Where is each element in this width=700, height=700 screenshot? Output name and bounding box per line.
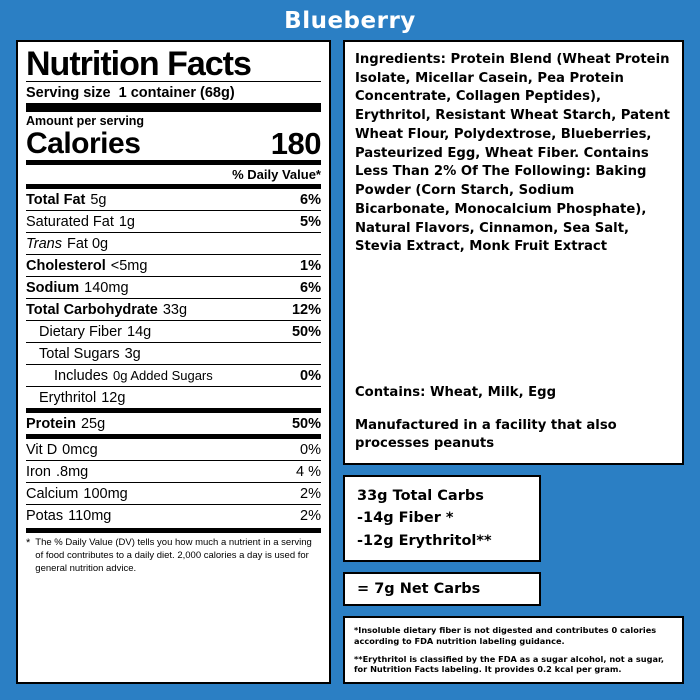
calories-row [26,128,321,160]
nutrient-amount: Fat 0g [67,235,109,252]
nutrient-label: Dietary Fiber [39,323,122,340]
nutrient-label: Protein [26,415,76,432]
contains-allergens: Contains: Wheat, Milk, Egg [355,384,557,400]
nutrient-amount: 25g [80,415,106,432]
nutrition-facts-panel [16,40,331,684]
nutrient-dv: 5% [300,213,321,230]
nutrient-amount: 3g [124,345,141,362]
nutrient-dv: 2% [300,485,321,502]
page-title: Blueberry [284,8,416,34]
table-row [26,482,321,504]
nutrient-label: Saturated Fat [26,213,114,230]
nutrient-amount: 5g [90,191,107,208]
nutrient-dv: 4 % [296,463,321,480]
nutrient-dv: 50% [291,415,321,432]
footnote-asterisk: * [26,537,31,549]
nutrient-label: Total Sugars [39,345,120,362]
table-row [26,434,321,460]
erythritol-disclaimer: **Erythritol is classified by the FDA as a sugar alcohol, not a sugar, for Nutrition Facts labeling. It provides 0.2 kcal per gram. [354,653,664,675]
nutrition-facts-title: Nutrition Facts [26,45,251,83]
nutrient-label: Includes [54,367,109,384]
nutrient-dv: 50% [291,323,321,340]
nutrient-dv: 6% [300,279,321,296]
table-row [26,386,321,408]
net-carbs-math-panel [343,475,541,562]
amount-per-serving-label: Amount per serving [26,114,145,128]
label-columns [16,40,684,684]
facility-statement: Manufactured in a facility that also processes peanuts [355,417,617,452]
divider-thick-1 [26,103,321,112]
table-row [26,210,321,232]
nutrient-label: Total Fat [26,191,86,208]
table-row [26,504,321,526]
nutrient-amount: 12g [101,389,126,406]
fiber-subtract-line: -14g Fiber * [357,510,454,527]
nutrient-dv: 6% [300,191,321,208]
erythritol-subtract-line: -12g Erythritol** [357,532,492,549]
table-row [26,364,321,386]
nutrient-amount: <5mg [110,257,148,274]
serving-size-row [26,82,321,103]
nutrient-amount: 1g [118,213,135,230]
footnote-text: The % Daily Value (DV) tells you how much a nutrient in a serving of food contributes to a daily diet. 2,000 calories a day is used for general nutrition advice. [35,537,312,574]
net-carbs-panel [343,572,541,606]
nutrient-amount: 0mcg [62,441,98,458]
fiber-disclaimer: *Insoluble dietary fiber is not digested and contributes 0 calories according to FDA nutrition labeling guidance. [354,625,657,647]
table-row [26,298,321,320]
nutrient-dv: 0% [300,441,321,458]
nutrient-amount: 0g Added Sugars [113,367,213,383]
ingredients-column [343,40,684,684]
nutrient-label: Calcium [26,485,79,502]
nutrient-dv: 12% [291,301,321,318]
table-row [26,276,321,298]
nutrient-amount: .8mg [56,463,89,480]
nutrient-dv: 0% [300,367,321,384]
serving-size-label: Serving size [26,85,111,101]
table-row [26,460,321,482]
table-row [26,408,321,434]
nutrient-label: Erythritol [39,389,97,406]
nutrient-amount: 14g [127,323,152,340]
serving-size-value: 1 container (68g) [118,85,235,101]
nutrient-label: Potas [26,507,64,524]
nutrient-label: Total Carbohydrate [26,301,158,318]
disclaimer-panel [343,616,684,684]
nutrient-amount: 100mg [83,485,128,502]
ingredients-panel [343,40,684,465]
table-row [26,232,321,254]
calories-label: Calories [26,127,141,160]
calories-value: 180 [270,126,321,161]
nutrient-amount: 33g [162,301,188,318]
net-carbs-value: = 7g Net Carbs [357,581,481,598]
ingredients-text: Ingredients: Protein Blend (Wheat Protein Isolate, Micellar Casein, Pea Protein Concentrate, Collagen Peptides), Erythritol, Resistant Wheat Starch, Patent Wheat Flour, Polydextrose, Blueberries, Pasteurized Egg, Wheat Fiber. Contains Less Than 2% Of The Following: Baking Powder (Corn Starch, Sodium Bicarbonate, Monocalcium Phosphate), Natural Flavors, Cinnamon, Sea Salt, Stevia Extract, Monk Fruit Extract [355,52,670,255]
table-row [26,320,321,342]
table-row [26,189,321,210]
table-row [26,342,321,364]
total-carbs-line: 33g Total Carbs [357,487,484,504]
nutrition-facts-column [16,40,331,684]
table-row [26,254,321,276]
nutrient-dv: 2% [300,507,321,524]
daily-value-header: % Daily Value* [232,167,321,182]
nutrient-amount: 140mg [84,279,129,296]
nutrient-label: Iron [26,463,51,480]
daily-value-footnote [26,533,321,575]
nutrient-dv: 1% [300,257,321,274]
nutrient-label: Vit D [26,441,58,458]
nutrient-amount: 110mg [68,507,112,524]
nutrient-label: Sodium [26,279,80,296]
nutrient-label: Trans [26,235,62,252]
nutrient-rows [26,189,321,526]
spacer [355,257,672,384]
nutrient-label: Cholesterol [26,257,106,274]
